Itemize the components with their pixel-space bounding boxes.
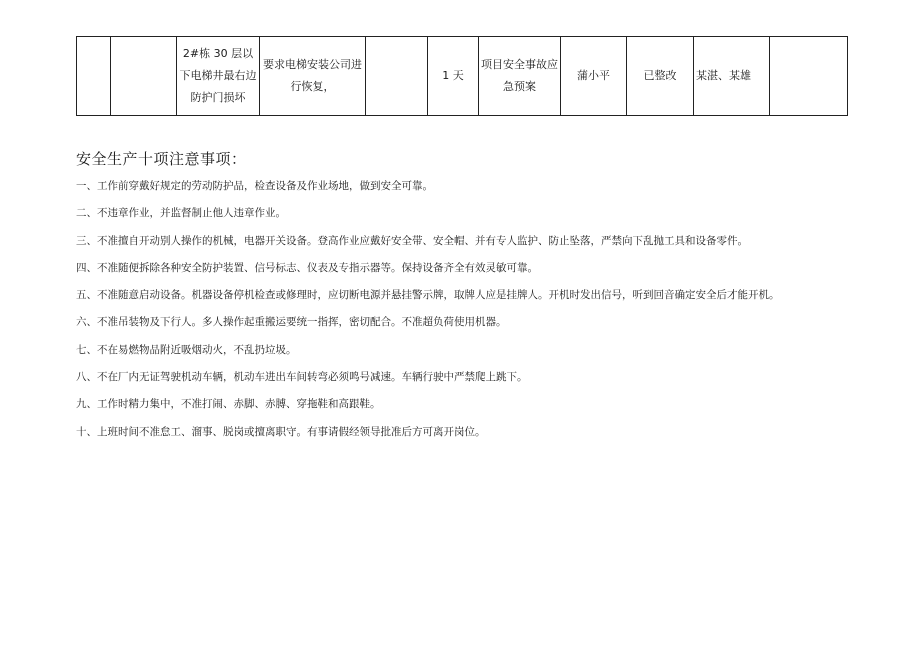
rule-item: 四、不准随便拆除各种安全防护装置、信号标志、仪表及专指示器等。保持设备齐全有效灵敏可靠。	[76, 261, 538, 274]
table-cell-inspector: 某湛、某雄	[694, 37, 770, 116]
rule-item: 五、不准随意启动设备。机器设备停机检查或修理时，应切断电源并悬挂警示牌，取牌人应是挂牌人。开机时发出信号，听到回音确定安全后才能开机。	[76, 289, 780, 302]
table-cell	[111, 37, 177, 116]
rule-item: 九、工作时精力集中，不准打闹、赤脚、赤膊、穿拖鞋和高跟鞋。	[76, 398, 381, 411]
rule-item: 十、上班时间不准怠工、溜事、脱岗或擅离职守。有事请假经领导批准后方可离开岗位。	[76, 425, 486, 438]
table-cell-person: 蒲小平	[561, 37, 627, 116]
table-cell-requirement: 要求电梯安装公司进行恢复，	[260, 37, 366, 116]
table-cell	[77, 37, 111, 116]
table-row	[77, 37, 848, 116]
rule-item: 三、不准擅自开动别人操作的机械，电器开关设备。登高作业应戴好安全带、安全帽、并有专人监护、防止坠落，严禁向下乱抛工具和设备零件。	[76, 234, 748, 247]
rule-item: 八、不在厂内无证驾驶机动车辆，机动车进出车间转弯必须鸣号减速。车辆行驶中严禁爬上跳下。	[76, 371, 528, 384]
section-title: 安全生产十项注意事项：	[76, 150, 247, 168]
table-cell-deadline: 1 天	[428, 37, 479, 116]
rule-item: 一、工作前穿戴好规定的劳动防护品，检查设备及作业场地，做到安全可靠。	[76, 180, 433, 192]
table-cell-plan: 项目安全事故应急预案	[479, 37, 561, 116]
issue-table	[76, 36, 848, 116]
table-cell-status: 已整改	[627, 37, 694, 116]
table-cell	[366, 37, 428, 116]
rule-item: 二、不违章作业，并监督制止他人违章作业。	[76, 207, 286, 220]
table-cell-issue: 2#栋 30 层以下电梯井最右边防护门损坏	[177, 37, 260, 116]
rule-item: 七、不在易燃物品附近吸烟动火，不乱扔垃圾。	[76, 343, 297, 356]
rule-item: 六、不准吊装物及下行人。多人操作起重搬运要统一指挥，密切配合。不准超负荷使用机器。	[76, 316, 507, 329]
table-cell	[770, 37, 848, 116]
rules-list	[76, 178, 780, 451]
